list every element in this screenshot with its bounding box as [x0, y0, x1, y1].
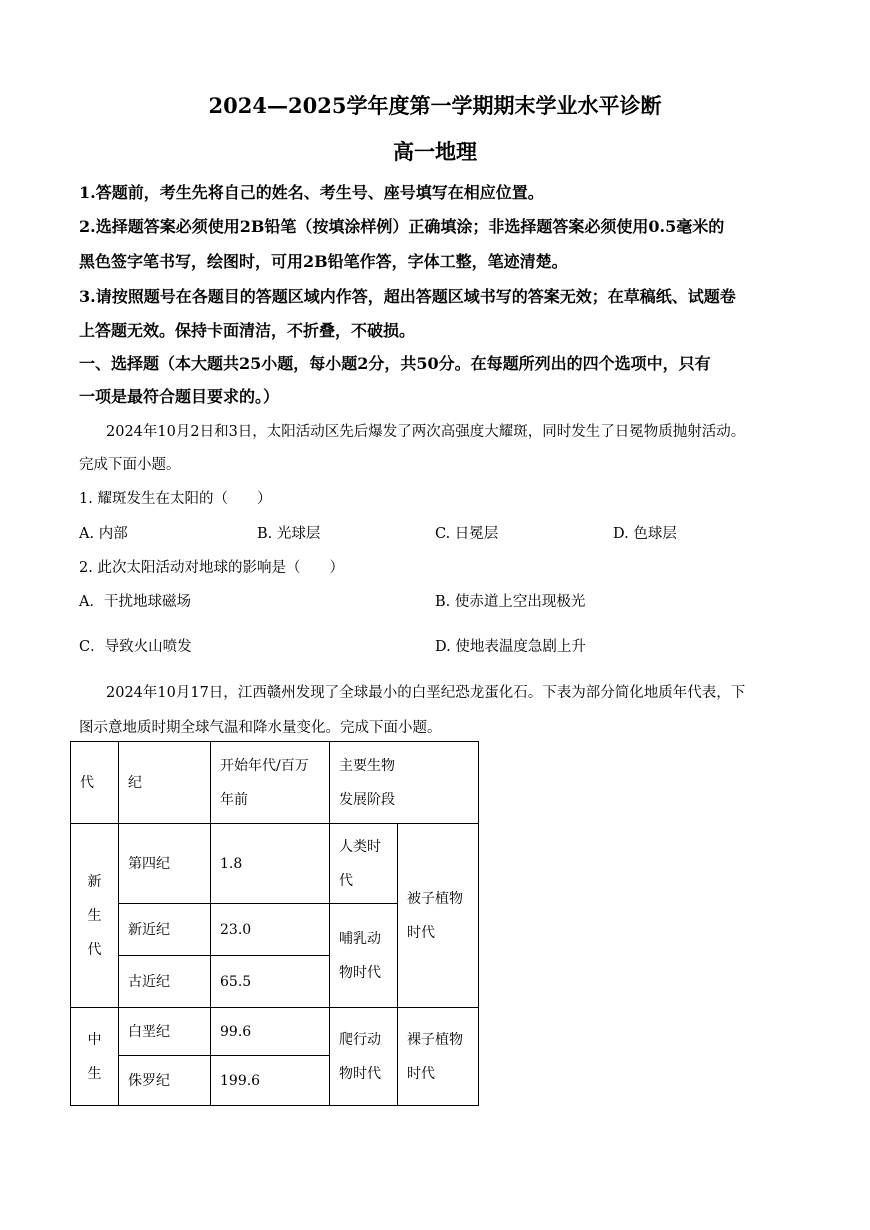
start-cell: 199.6 [211, 1056, 330, 1106]
header-stage [330, 742, 479, 824]
section-heading: 一、选择题（本大题共25小题，每小题2分，共50分。在每题所列出的四个选项中，只有 [79, 354, 711, 373]
option-d[interactable]: D. 色球层 [613, 526, 677, 542]
period-cell: 古近纪 [119, 956, 211, 1008]
question-stem: 2. 此次太阳活动对地球的影响是（ ） [79, 560, 344, 576]
instruction-line: 上答题无效。保持卡面清洁，不折叠，不破损。 [79, 321, 416, 340]
table-row [71, 1008, 479, 1056]
instruction-line: 黑色签字笔书写，绘图时，可用2B铅笔作答，字体工整，笔迹清楚。 [79, 252, 568, 271]
start-cell: 23.0 [211, 904, 330, 956]
era-cenozoic: 新 生 代 [71, 824, 119, 1008]
plant-stage-gymnosperm: 裸子植物 时代 [398, 1008, 479, 1106]
exam-subject: 高一地理 [393, 139, 477, 164]
table-header-row [71, 742, 479, 824]
header-start-line: 年前 [220, 791, 248, 808]
option-c[interactable]: C．导致火山喷发 [79, 639, 192, 655]
option-d[interactable]: D. 使地表温度急剧上升 [435, 639, 586, 655]
header-start [211, 742, 330, 824]
animal-stage-reptile: 爬行动 物时代 [330, 1008, 398, 1106]
header-period: 纪 [119, 742, 211, 824]
option-c[interactable]: C. 日冕层 [435, 526, 499, 542]
geologic-time-table [70, 741, 479, 1106]
instruction-line: 1.答题前，考生先将自己的姓名、考生号、座号填写在相应位置。 [79, 183, 544, 202]
plant-stage-angiosperm: 被子植物 时代 [398, 824, 479, 1008]
passage-text: 完成下面小题。 [79, 457, 181, 473]
period-cell: 侏罗纪 [119, 1056, 211, 1106]
animal-stage-human: 人类时 代 [330, 824, 398, 904]
section-heading: 一项是最符合题目要求的。） [79, 387, 280, 406]
option-b[interactable]: B. 使赤道上空出现极光 [435, 594, 586, 610]
header-start-line: 开始年代/百万 [220, 757, 309, 774]
era-mesozoic: 中 生 [71, 1008, 119, 1106]
header-stage-line: 发展阶段 [339, 791, 395, 808]
question-stem: 1. 耀斑发生在太阳的（ ） [79, 491, 272, 507]
animal-stage-mammal: 哺乳动 物时代 [330, 904, 398, 1008]
option-a[interactable]: A．干扰地球磁场 [79, 594, 191, 610]
start-cell: 99.6 [211, 1008, 330, 1056]
passage-text: 图示意地质时期全球气温和降水量变化。完成下面小题。 [79, 720, 442, 736]
start-cell: 65.5 [211, 956, 330, 1008]
period-cell: 新近纪 [119, 904, 211, 956]
header-stage-line: 主要生物 [339, 757, 395, 774]
exam-title: 2024—2025学年度第一学期期末学业水平诊断 [208, 93, 662, 118]
period-cell: 第四纪 [119, 824, 211, 904]
period-cell: 白垩纪 [119, 1008, 211, 1056]
passage-text: 2024年10月17日，江西赣州发现了全球最小的白垩纪恐龙蛋化石。下表为部分简化地质年代表，下 [106, 685, 746, 701]
instruction-line: 3.请按照题号在各题目的答题区域内作答，超出答题区域书写的答案无效；在草稿纸、试题卷 [79, 287, 736, 306]
option-a[interactable]: A. 内部 [79, 526, 128, 542]
header-era: 代 [71, 742, 119, 824]
option-b[interactable]: B. 光球层 [257, 526, 321, 542]
passage-text: 2024年10月2日和3日，太阳活动区先后爆发了两次高强度大耀斑，同时发生了日冕物质抛射活动。 [106, 424, 746, 440]
table-row [71, 824, 479, 904]
instruction-line: 2.选择题答案必须使用2B铅笔（按填涂样例）正确填涂；非选择题答案必须使用0.5毫米的 [79, 217, 725, 236]
start-cell: 1.8 [211, 824, 330, 904]
